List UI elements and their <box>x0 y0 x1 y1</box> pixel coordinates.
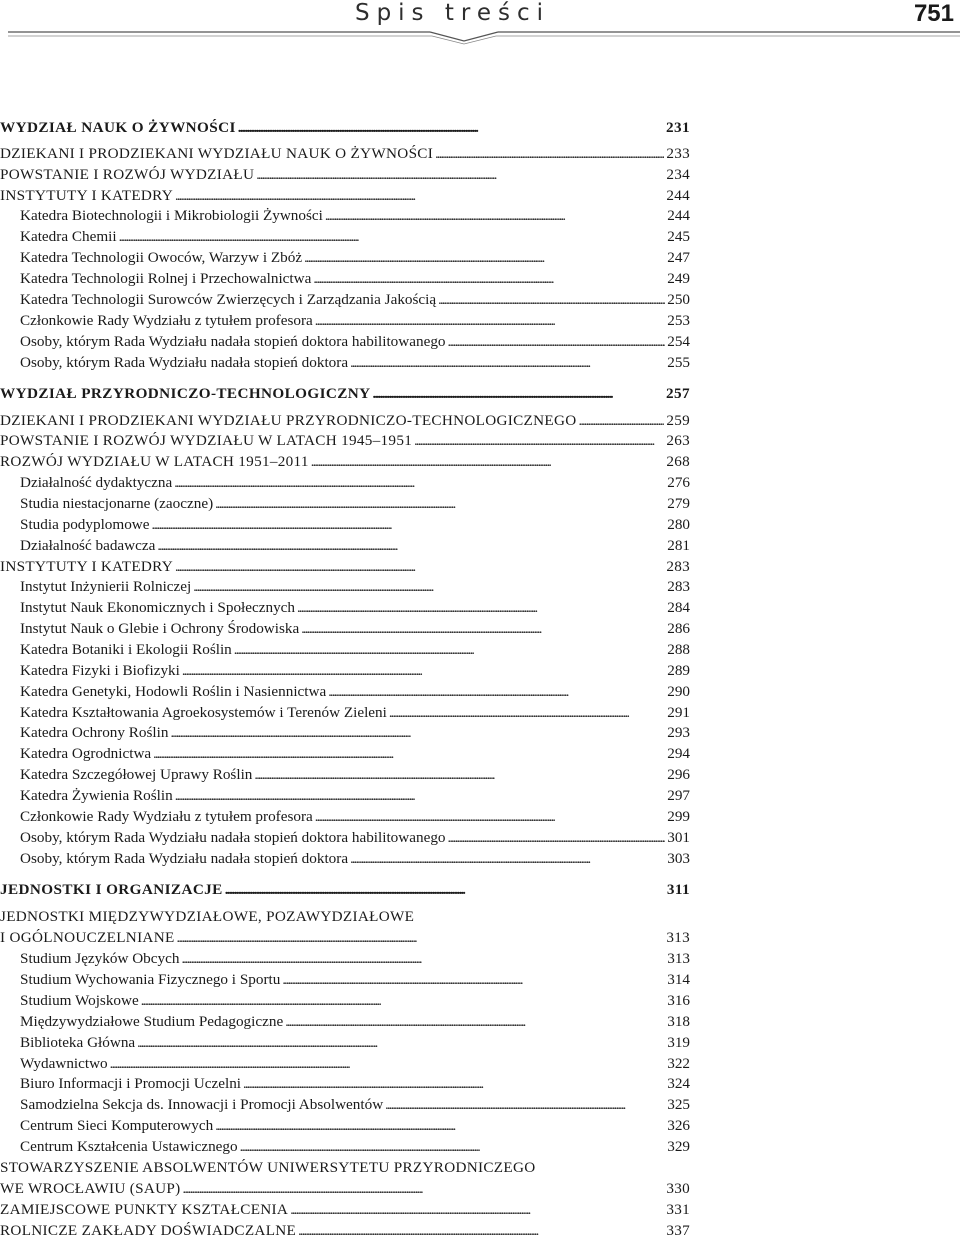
toc-entry <box>0 639 690 660</box>
toc-entry-title: Katedra Technologii Rolnej i Przechowalnictwa <box>20 270 312 287</box>
toc-entry-title-line1: JEDNOSTKI MIĘDZYWYDZIAŁOWE, POZAWYDZIAŁOWE <box>0 908 415 925</box>
toc-entry <box>0 990 690 1011</box>
dot-leader <box>119 226 666 248</box>
toc-entry-page: 313 <box>666 929 690 946</box>
dot-leader <box>304 247 665 269</box>
dot-leader <box>254 764 665 786</box>
toc-entry-page: 244 <box>667 207 690 224</box>
toc-entry-page: 231 <box>666 119 690 136</box>
toc-entry <box>0 1011 690 1032</box>
toc-entry-title: Instytut Nauk Ekonomicznych i Społecznych <box>20 599 295 616</box>
toc-entry <box>0 848 690 869</box>
dot-leader <box>313 268 665 290</box>
toc-entry <box>0 722 690 743</box>
toc-entry <box>0 535 690 556</box>
toc-entry <box>0 743 690 764</box>
dot-leader <box>373 383 664 405</box>
toc-entry-page: 283 <box>667 578 690 595</box>
toc-entry-page: 255 <box>667 354 690 371</box>
toc-entry-title: WYDZIAŁ NAUK O ŻYWNOŚCI <box>0 119 236 136</box>
toc-entry-page: 233 <box>666 145 690 162</box>
toc-entry-page: 329 <box>667 1138 690 1155</box>
toc-entry <box>0 410 690 431</box>
toc-entry-title: POWSTANIE I ROZWÓJ WYDZIAŁU <box>0 166 255 183</box>
toc-entry-page: 268 <box>666 453 690 470</box>
toc-entry-page: 319 <box>667 1034 690 1051</box>
toc-entry <box>0 331 690 352</box>
toc-entry-page: 325 <box>667 1096 690 1113</box>
toc-entry-title: Katedra Kształtowania Agroekosystemów i Terenów Zieleni <box>20 704 387 721</box>
dot-leader <box>238 117 664 139</box>
dot-leader <box>177 927 665 949</box>
dot-leader <box>152 514 666 536</box>
toc-entry-page: 247 <box>667 249 690 266</box>
toc-entry-page: 283 <box>666 558 690 575</box>
dot-leader <box>298 1220 664 1242</box>
toc-entry-page: 290 <box>667 683 690 700</box>
dot-leader <box>183 1178 665 1200</box>
dot-leader <box>282 969 665 991</box>
toc-entry-title: Biblioteka Główna <box>20 1034 136 1051</box>
toc-entry-title: I OGÓLNOUCZELNIANE <box>0 929 175 946</box>
toc-entry <box>0 310 690 331</box>
toc-entry-page: 257 <box>666 385 690 402</box>
toc-entry-page: 259 <box>666 412 690 429</box>
toc-entry <box>0 205 690 226</box>
toc-entry <box>0 785 690 806</box>
toc-entry-page: 245 <box>667 228 690 245</box>
dot-leader <box>193 576 665 598</box>
toc-entry-title: Katedra Ogrodnictwa <box>20 745 152 762</box>
toc-entry <box>0 289 690 310</box>
dot-leader <box>175 556 664 578</box>
toc-entry-page: 250 <box>667 291 690 308</box>
toc-entry-page: 297 <box>667 787 690 804</box>
dot-leader <box>315 310 665 332</box>
toc-entry <box>0 472 690 493</box>
toc-entry-title: Instytut Inżynierii Rolniczej <box>20 578 192 595</box>
dot-leader <box>315 806 665 828</box>
toc-entry-page: 289 <box>667 662 690 679</box>
toc-entry <box>0 430 690 451</box>
toc-entry-title-line1: STOWARZYSZENIE ABSOLWENTÓW UNIWERSYTETU PRZYRODNICZEGO <box>0 1159 536 1176</box>
dot-leader <box>350 848 665 870</box>
dot-leader <box>448 331 666 353</box>
toc-entry-page: 322 <box>667 1055 690 1072</box>
dot-leader <box>110 1053 666 1075</box>
toc-entry-page: 316 <box>667 992 690 1009</box>
toc-entry <box>0 660 690 681</box>
toc-entry <box>0 226 690 247</box>
toc-entry <box>0 514 690 535</box>
dot-leader <box>215 1115 665 1137</box>
toc-entry-page: 280 <box>667 516 690 533</box>
toc-entry <box>0 764 690 785</box>
toc-entry <box>0 681 690 702</box>
dot-leader <box>175 185 664 207</box>
toc-entry-title: Samodzielna Sekcja ds. Innowacji i Promocji Absolwentów <box>20 1096 384 1113</box>
dot-leader <box>153 743 665 765</box>
dot-leader <box>182 660 665 682</box>
toc-entry-title: Katedra Żywienia Roślin <box>20 787 173 804</box>
dot-leader <box>157 535 665 557</box>
dot-leader <box>290 1199 664 1221</box>
toc-entry-page: 326 <box>667 1117 690 1134</box>
toc-entry-title: WYDZIAŁ PRZYRODNICZO-TECHNOLOGICZNY <box>0 385 371 402</box>
toc-entry-title: Studium Języków Obcych <box>20 950 180 967</box>
toc-entry <box>0 1199 690 1220</box>
toc-entry <box>0 1178 690 1199</box>
toc-entry-page: 249 <box>667 270 690 287</box>
toc-entry <box>0 702 690 723</box>
dot-leader <box>215 493 665 515</box>
toc-entry-page: 279 <box>667 495 690 512</box>
toc-entry-title: Osoby, którym Rada Wydziału nadała stopień doktora <box>20 354 349 371</box>
dot-leader <box>311 451 665 473</box>
toc-entry-title: Katedra Ochrony Roślin <box>20 724 169 741</box>
toc-entry-title: ROLNICZE ZAKŁADY DOŚWIADCZALNE <box>0 1222 297 1239</box>
dot-leader <box>297 597 665 619</box>
toc-entry <box>0 1115 690 1136</box>
dot-leader <box>243 1073 665 1095</box>
toc-entry-page: 294 <box>667 745 690 762</box>
page-number: 751 <box>913 0 954 27</box>
dot-leader <box>448 827 666 849</box>
dot-leader <box>325 205 665 227</box>
toc-entry-title: ZAMIEJSCOWE PUNKTY KSZTAŁCENIA <box>0 1201 289 1218</box>
toc-entry-page: 234 <box>666 166 690 183</box>
toc-entry <box>0 576 690 597</box>
toc-entry-page: 303 <box>667 850 690 867</box>
dot-leader <box>234 639 665 661</box>
dot-leader <box>170 722 665 744</box>
toc-entry-title: DZIEKANI I PRODZIEKANI WYDZIAŁU NAUK O ŻYWNOŚCI <box>0 145 434 162</box>
toc-entry <box>0 618 690 639</box>
toc-entry <box>0 927 690 948</box>
toc-entry-title: Osoby, którym Rada Wydziału nadała stopień doktora habilitowanego <box>20 829 446 846</box>
toc-entry-title: POWSTANIE I ROZWÓJ WYDZIAŁU W LATACH 1945–1951 <box>0 432 413 449</box>
toc-entry-title: Katedra Technologii Owoców, Warzyw i Zbóż <box>20 249 303 266</box>
toc-entry-title: Katedra Szczegółowej Uprawy Roślin <box>20 766 253 783</box>
toc-entry-page: 301 <box>667 829 690 846</box>
toc-entry <box>0 117 690 138</box>
toc-entry-title: Katedra Chemii <box>20 228 117 245</box>
toc-entry-page: 276 <box>667 474 690 491</box>
toc-entry-title: Wydawnictwo <box>20 1055 108 1072</box>
dot-leader <box>389 702 665 724</box>
toc-entry-page: 286 <box>667 620 690 637</box>
toc-entry-page: 311 <box>666 881 690 898</box>
toc-entry-title: Katedra Genetyki, Hodowli Roślin i Nasiennictwa <box>20 683 327 700</box>
toc-entry-page: 291 <box>667 704 690 721</box>
toc-entry <box>0 969 690 990</box>
toc-entry-page: 330 <box>666 1180 690 1197</box>
toc-entry-title: Katedra Botaniki i Ekologii Roślin <box>20 641 232 658</box>
toc-entry-page: 299 <box>667 808 690 825</box>
toc-entry-title: Członkowie Rady Wydziału z tytułem profesora <box>20 312 313 329</box>
toc-entry-page: 324 <box>667 1075 690 1092</box>
toc-entry-page: 254 <box>667 333 690 350</box>
toc-entry <box>0 451 690 472</box>
toc-entry-title: Osoby, którym Rada Wydziału nadała stopień doktora <box>20 850 349 867</box>
toc-entry <box>0 247 690 268</box>
toc-entry <box>0 556 690 577</box>
toc-entry-title: DZIEKANI I PRODZIEKANI WYDZIAŁU PRZYRODNICZO-TECHNOLOGICZNEGO <box>0 412 577 429</box>
toc-entry <box>0 164 690 185</box>
toc-entry-title: Działalność badawcza <box>20 537 156 554</box>
toc-entry-page: 284 <box>667 599 690 616</box>
dot-leader <box>225 879 665 901</box>
toc-entry-page: 281 <box>667 537 690 554</box>
toc-entry <box>0 1094 690 1115</box>
toc-entry-title: Biuro Informacji i Promocji Uczelni <box>20 1075 242 1092</box>
toc-entry <box>0 1032 690 1053</box>
dot-leader <box>301 618 665 640</box>
dot-leader <box>181 948 665 970</box>
toc-entry-title: Studium Wychowania Fizycznego i Sportu <box>20 971 281 988</box>
toc-entry-title: Studia niestacjonarne (zaoczne) <box>20 495 214 512</box>
toc-entry <box>0 1136 690 1157</box>
running-title: Spis treści <box>354 0 550 26</box>
toc-entry-page: 313 <box>667 950 690 967</box>
toc-entry <box>0 879 690 900</box>
dot-leader <box>435 143 664 165</box>
dot-leader <box>256 164 664 186</box>
toc-entry <box>0 827 690 848</box>
dot-leader <box>137 1032 665 1054</box>
dot-leader <box>350 352 665 374</box>
toc-entry-page: 244 <box>666 187 690 204</box>
toc-entry-title: Międzywydziałowe Studium Pedagogiczne <box>20 1013 284 1030</box>
toc-entry-page: 253 <box>667 312 690 329</box>
dot-leader <box>175 785 666 807</box>
dot-leader <box>285 1011 665 1033</box>
dot-leader <box>141 990 665 1012</box>
toc-entry-title: Osoby, którym Rada Wydziału nadała stopień doktora habilitowanego <box>20 333 446 350</box>
toc-entry <box>0 948 690 969</box>
toc-entry-title: Studium Wojskowe <box>20 992 139 1009</box>
dot-leader <box>328 681 665 703</box>
toc-entry <box>0 352 690 373</box>
toc-entry-page: 288 <box>667 641 690 658</box>
toc-entry-title: Członkowie Rady Wydziału z tytułem profesora <box>20 808 313 825</box>
dot-leader <box>240 1136 666 1158</box>
toc-entry-page: 263 <box>666 432 690 449</box>
dot-leader <box>438 289 665 311</box>
toc-entry <box>0 185 690 206</box>
toc-entry <box>0 383 690 404</box>
toc-entry <box>0 143 690 164</box>
toc-entry-title: Katedra Technologii Surowców Zwierzęcych i Zarządzania Jakością <box>20 291 437 308</box>
toc-entry <box>0 268 690 289</box>
toc-entry-title: Katedra Biotechnologii i Mikrobiologii Żywności <box>20 207 323 224</box>
toc-entry-page: 337 <box>666 1222 690 1239</box>
dot-leader <box>174 472 665 494</box>
toc-entry-page: 296 <box>667 766 690 783</box>
toc-entry-page: 314 <box>667 971 690 988</box>
toc-entry-title: Katedra Fizyki i Biofizyki <box>20 662 180 679</box>
toc-entry-title: Centrum Sieci Komputerowych <box>20 1117 214 1134</box>
toc-entry-title: WE WROCŁAWIU (SAUP) <box>0 1180 181 1197</box>
toc-entry <box>0 493 690 514</box>
toc-entry-title: Instytut Nauk o Glebie i Ochrony Środowiska <box>20 620 300 637</box>
toc-entry-page: 318 <box>667 1013 690 1030</box>
toc-entry <box>0 1073 690 1094</box>
toc-entry-title: INSTYTUTY I KATEDRY <box>0 187 174 204</box>
dot-leader <box>385 1094 665 1116</box>
toc-entry <box>0 806 690 827</box>
toc-entry-title: JEDNOSTKI I ORGANIZACJE <box>0 881 223 898</box>
page-header <box>0 0 960 46</box>
header-rule <box>0 26 960 46</box>
toc-entry-title: Działalność dydaktyczna <box>20 474 173 491</box>
toc-entry-title: Centrum Kształcenia Ustawicznego <box>20 1138 238 1155</box>
dot-leader <box>579 410 665 432</box>
toc-entry-title: Studia podyplomowe <box>20 516 150 533</box>
toc-entry <box>0 597 690 618</box>
dot-leader <box>414 430 664 452</box>
toc-entry-title: ROZWÓJ WYDZIAŁU W LATACH 1951–2011 <box>0 453 309 470</box>
toc-entry-title: INSTYTUTY I KATEDRY <box>0 558 174 575</box>
toc-entry-page: 331 <box>666 1201 690 1218</box>
toc-entry-page: 293 <box>667 724 690 741</box>
toc-entry <box>0 1053 690 1074</box>
